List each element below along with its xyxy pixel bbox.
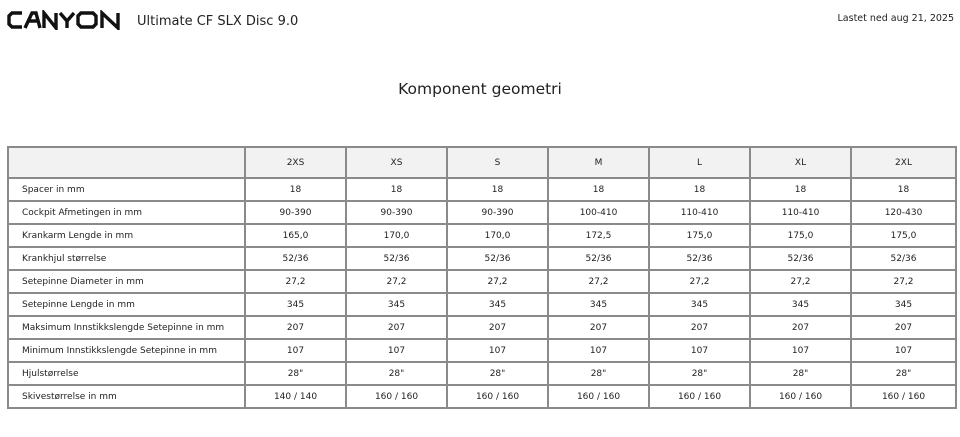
table-cell: 28" [649,362,750,385]
size-header-2xs: 2XS [245,147,346,178]
row-label: Krankarm Lengde in mm [8,224,245,247]
table-cell: 160 / 160 [851,385,956,408]
table-row-spacer [8,178,956,201]
row-label: Setepinne Lengde in mm [8,293,245,316]
table-cell: 90-390 [245,201,346,224]
table-cell: 52/36 [649,247,750,270]
table-cell: 107 [548,339,649,362]
table-cell: 165,0 [245,224,346,247]
download-date: Lastet ned aug 21, 2025 [837,13,954,24]
table-row-seatpost-length [8,293,956,316]
table-row-seatpost-diameter [8,270,956,293]
row-label: Setepinne Diameter in mm [8,270,245,293]
canyon-logo [6,10,124,30]
row-label: Minimum Innstikkslengde Setepinne in mm [8,339,245,362]
table-cell: 175,0 [649,224,750,247]
table-cell: 170,0 [346,224,447,247]
table-cell: 140 / 140 [245,385,346,408]
table-cell: 28" [447,362,548,385]
table-row-max-insertion [8,316,956,339]
table-cell: 18 [649,178,750,201]
page-title: Komponent geometri [398,80,562,98]
row-label: Maksimum Innstikkslengde Setepinne in mm [8,316,245,339]
table-cell: 52/36 [346,247,447,270]
table-cell: 90-390 [346,201,447,224]
table-cell: 107 [447,339,548,362]
table-cell: 207 [447,316,548,339]
table-cell: 160 / 160 [548,385,649,408]
size-header-xs: XS [346,147,447,178]
row-label: Krankhjul størrelse [8,247,245,270]
page-header [0,0,960,44]
table-cell: 28" [851,362,956,385]
table-cell: 172,5 [548,224,649,247]
table-cell: 27,2 [447,270,548,293]
corner-cell [8,147,245,178]
table-cell: 52/36 [851,247,956,270]
table-cell: 207 [649,316,750,339]
table-cell: 18 [750,178,851,201]
table-cell: 27,2 [649,270,750,293]
table-cell: 18 [851,178,956,201]
table-row-rotor-size [8,385,956,408]
table-cell: 107 [245,339,346,362]
table-cell: 27,2 [346,270,447,293]
table-cell: 107 [750,339,851,362]
table-cell: 28" [750,362,851,385]
table-row-chainring [8,247,956,270]
table-cell: 27,2 [245,270,346,293]
table-cell: 107 [649,339,750,362]
table-cell: 107 [851,339,956,362]
size-header-s: S [447,147,548,178]
table-cell: 345 [346,293,447,316]
table-row-crank-arm [8,224,956,247]
table-cell: 18 [447,178,548,201]
product-title: Ultimate CF SLX Disc 9.0 [137,14,299,29]
table-cell: 52/36 [447,247,548,270]
size-header-row [8,147,956,178]
table-cell: 160 / 160 [447,385,548,408]
size-header-xl: XL [750,147,851,178]
table-cell: 175,0 [750,224,851,247]
table-cell: 27,2 [548,270,649,293]
table-cell: 207 [245,316,346,339]
table-cell: 18 [346,178,447,201]
row-label: Skivestørrelse in mm [8,385,245,408]
table-cell: 345 [649,293,750,316]
table-cell: 52/36 [245,247,346,270]
table-row-cockpit [8,201,956,224]
table-row-wheel-size [8,362,956,385]
table-row-min-insertion [8,339,956,362]
table-cell: 90-390 [447,201,548,224]
table-cell: 160 / 160 [346,385,447,408]
table-cell: 28" [346,362,447,385]
table-cell: 18 [245,178,346,201]
table-cell: 28" [548,362,649,385]
table-cell: 107 [346,339,447,362]
table-cell: 110-410 [649,201,750,224]
geometry-table-body [8,178,956,408]
table-cell: 160 / 160 [750,385,851,408]
row-label: Spacer in mm [8,178,245,201]
table-cell: 52/36 [548,247,649,270]
table-cell: 345 [245,293,346,316]
component-geometry-table [7,146,957,409]
row-label: Hjulstørrelse [8,362,245,385]
table-cell: 27,2 [750,270,851,293]
table-cell: 28" [245,362,346,385]
table-cell: 160 / 160 [649,385,750,408]
row-label: Cockpit Afmetingen in mm [8,201,245,224]
table-cell: 27,2 [851,270,956,293]
table-cell: 207 [548,316,649,339]
table-cell: 207 [750,316,851,339]
table-cell: 207 [346,316,447,339]
table-cell: 100-410 [548,201,649,224]
table-cell: 120-430 [851,201,956,224]
table-cell: 345 [750,293,851,316]
table-cell: 345 [851,293,956,316]
table-cell: 345 [548,293,649,316]
table-cell: 170,0 [447,224,548,247]
table-cell: 345 [447,293,548,316]
table-cell: 52/36 [750,247,851,270]
size-header-l: L [649,147,750,178]
table-cell: 207 [851,316,956,339]
table-cell: 175,0 [851,224,956,247]
size-header-m: M [548,147,649,178]
size-header-2xl: 2XL [851,147,956,178]
table-cell: 110-410 [750,201,851,224]
table-cell: 18 [548,178,649,201]
